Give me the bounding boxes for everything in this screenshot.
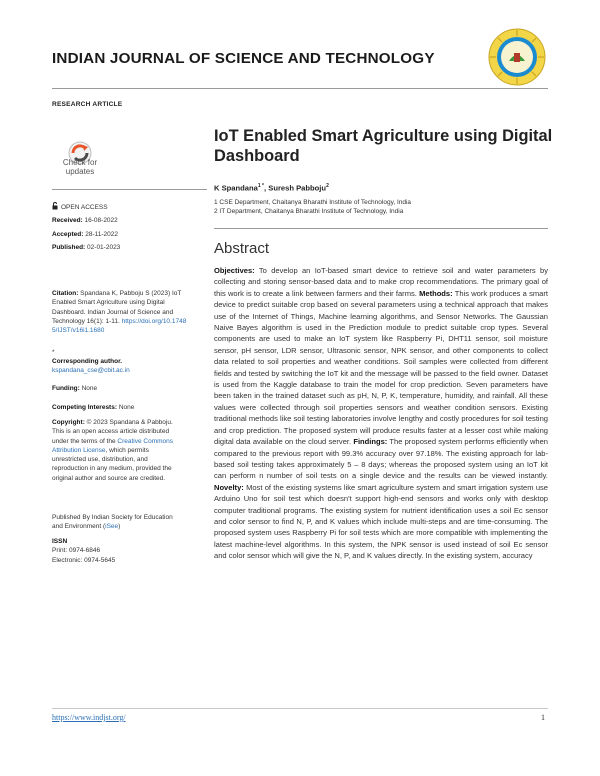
creative-commons-link[interactable]: Creative Commons Attribution License [52, 437, 174, 454]
author-email-link[interactable]: kspandana_cse@cbit.ac.in [52, 367, 130, 374]
affiliation-1: 1 CSE Department, Chaitanya Bharathi Institute of Technology, India [214, 199, 412, 206]
article-title: IoT Enabled Smart Agriculture using Digital Dashboard [214, 127, 553, 165]
received-row: Received: 16-08-2022 [52, 217, 118, 225]
journal-logo-icon [487, 27, 547, 87]
author-line: K Spandana$^{1 *}$, Suresh Pabboju$^2$ [214, 183, 329, 193]
issn-block: ISSN Print: 0974-6846 Electronic: 0974-5645 [52, 538, 116, 564]
footer-rule [52, 708, 548, 709]
publisher-block: Published By Indian Society for Education and Environment (iSee) [52, 514, 173, 531]
email-row [52, 366, 204, 375]
header-rule [52, 88, 548, 89]
competing-interests-row: Competing Interests: None [52, 404, 135, 411]
sidebar-dates [52, 202, 204, 252]
sidebar-rule [52, 189, 207, 190]
accepted-row: Accepted: 28-11-2022 [52, 230, 119, 238]
journal-title: INDIAN JOURNAL OF SCIENCE AND TECHNOLOGY [52, 50, 435, 67]
copyright-block: Copyright: © 2023 Spandana & Pabboju. This is an open access article distributed under the terms of the Creative Commons Attribution License, which permits unrestricted use, distribution, and reproduction in any medium, provided the original author and source are credited. [52, 419, 174, 482]
affiliation-2: 2 IT Department, Chaitanya Bharathi Institute of Technology, India [214, 208, 404, 215]
funding-row: Funding: None [52, 385, 98, 392]
article-type: RESEARCH ARTICLE [52, 101, 123, 108]
citation-doi-link[interactable]: https://doi.org/10.17485/IJST/v16i1.1680 [52, 317, 187, 335]
citation-block: Citation: Spandana K, Pabboju S (2023) IoT Enabled Smart Agriculture using Digital Dashboard. Indian Journal of Science and Technology 16(1): 1-11. https://doi.org/10.17485/IJST/v16i1.1680 [52, 290, 187, 335]
abstract-heading: Abstract [214, 240, 270, 257]
page-number: 1 [541, 713, 545, 722]
footer-url-link[interactable]: https://www.indjst.org/ [52, 713, 126, 722]
abstract-rule [214, 228, 548, 229]
corresponding-author: * Corresponding author. [52, 349, 123, 366]
abstract-body: Objectives: To develop an IoT-based smart device to retrieve soil and water parameters by collecting and storing sensor-based data and to make crop recommendations. The primary goal of this work is to create a link between farmers and their farms. Methods: This work produces a smart device to predict suitable crop based on several parameters using a technical approach that makes use of the Internet of Things, Machine learning algorithms, and Sensor Networks. The Gaussian Naive Bayes algorithm is used in the Prediction module to predict suitable crop types. Several components are used to make an IoT system like Raspberry Pi, DHT11 sensor, soil moisture sensor, pH sensor, LDR sensor, Ultrasonic sensor, NPK sensor, and other components to collect data related to soil properties and weather conditions. Soil samples were collected from different fields and tested by switching the IoT kit and the message will be passed to the field owner. Dataset is used from the Kaggle database to train the model for crop prediction. Seven parameters have been taken in the trained dataset such as pH, N, P, K, temperature, humidity, and rainfall. All these values were collected through soil properties sensors and weather condition sensors. Existing traditional methods like soil testing laboratories involve lengthy and costly procedures for soil testing and crop prediction. The proposed system will produce results faster at a lesser cost while making digital data available on the cloud server. Findings: The proposed system performs efficiently when compared to the previous report with 99.3% accuracy over 97.18%. The existing approach for lab-based soil testing takes approximately 5 – 8 days; whereas the proposed system using an IoT kit can perform n number of soil tests on a single device and the results can be viewed instantly. Novelty: Most of the existing systems like smart agriculture system and smart irrigation system use Arduino Uno for soil test which doesn't support high-end sensors and works only with desktop computer traditional programs. The existing system for nutrient identification uses a soil Ec sensor and color sensor to find N, P, and K values which include multi-steps and are time-consuming. The proposed system uses Raspberry Pi for soil tests which are more compatible with implementing the latest machine-level algorithms. In this system, the NPK sensor is used instead of soil Ec sensor and color sensor which will give the N, P, and K values directly. In the existing system, accuracy [214, 266, 548, 561]
published-row: Published: 02-01-2023 [52, 243, 121, 251]
open-access-row: OPEN ACCESS [52, 202, 204, 212]
check-for-updates-label[interactable]: Check for updates [62, 158, 98, 176]
isee-link[interactable]: iSee [105, 523, 119, 531]
open-access-lock-icon [52, 202, 58, 210]
